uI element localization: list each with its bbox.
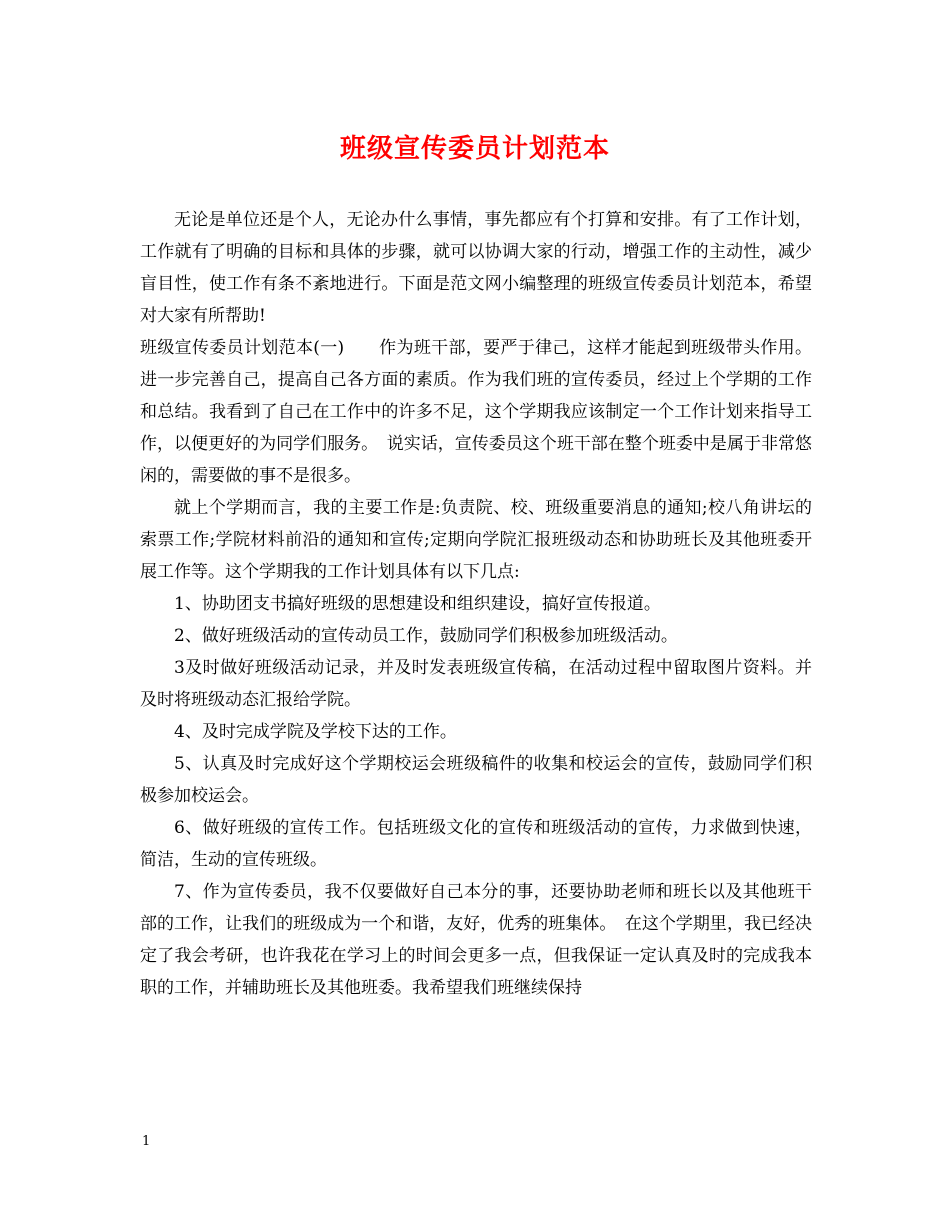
plan-item-2: 2、做好班级活动的宣传动员工作，鼓励同学们积极参加班级活动。	[174, 626, 678, 646]
sample-one-paragraph: 班级宣传委员计划范本(一) 作为班干部，要严于律己，这样才能起到班级带头作用。进一步完善自己，提高自己各方面的素质。作为我们班的宣传委员，经过上个学期的工作和总结。我看到了自己在工作中的许多不足，这个学期我应该制定一个工作计划来指导工作，以便更好的为同学们服务。 说实话，宣传委员这个班干部在整个班委中是属于非常悠闲的，需要做的事不是很多。	[140, 338, 812, 486]
plan-item-1: 1、协助团支书搞好班级的思想建设和组织建设，搞好宣传报道。	[174, 594, 661, 614]
plan-item-6: 6、做好班级的宣传工作。包括班级文化的宣传和班级活动的宣传，力求做到快速，简洁，生动的宣传班级。	[140, 818, 812, 870]
intro-paragraph: 无论是单位还是个人，无论办什么事情，事先都应有个打算和安排。有了工作计划，工作就有了明确的目标和具体的步骤，就可以协调大家的行动，增强工作的主动性，减少盲目性，使工作有条不紊地进行。下面是范文网小编整理的班级宣传委员计划范本，希望对大家有所帮助!	[140, 210, 812, 326]
previous-work-paragraph: 就上个学期而言，我的主要工作是:负责院、校、班级重要消息的通知;校八角讲坛的索票工作;学院材料前沿的通知和宣传;定期向学院汇报班级动态和协助班长及其他班委开展工作等。这个学期我的工作计划具体有以下几点:	[140, 498, 812, 582]
plan-item-7: 7、作为宣传委员，我不仅要做好自己本分的事，还要协助老师和班长以及其他班干部的工作，让我们的班级成为一个和谐，友好，优秀的班集体。 在这个学期里，我已经决定了我会考研，也许我花在学习上的时间会更多一点，但我保证一定认真及时的完成我本职的工作，并辅助班长及其他班委。我希望我们班继续保持	[140, 882, 812, 998]
plan-item-5: 5、认真及时完成好这个学期校运会班级稿件的收集和校运会的宣传，鼓励同学们积极参加校运会。	[140, 754, 812, 806]
document-body	[140, 204, 812, 1004]
plan-item-4: 4、及时完成学院及学校下达的工作。	[174, 722, 457, 742]
page-number: 1	[142, 1134, 151, 1149]
document-title: 班级宣传委员计划范本	[339, 134, 610, 164]
plan-item-3: 3及时做好班级活动记录，并及时发表班级宣传稿，在活动过程中留取图片资料。并及时将班级动态汇报给学院。	[140, 658, 812, 710]
